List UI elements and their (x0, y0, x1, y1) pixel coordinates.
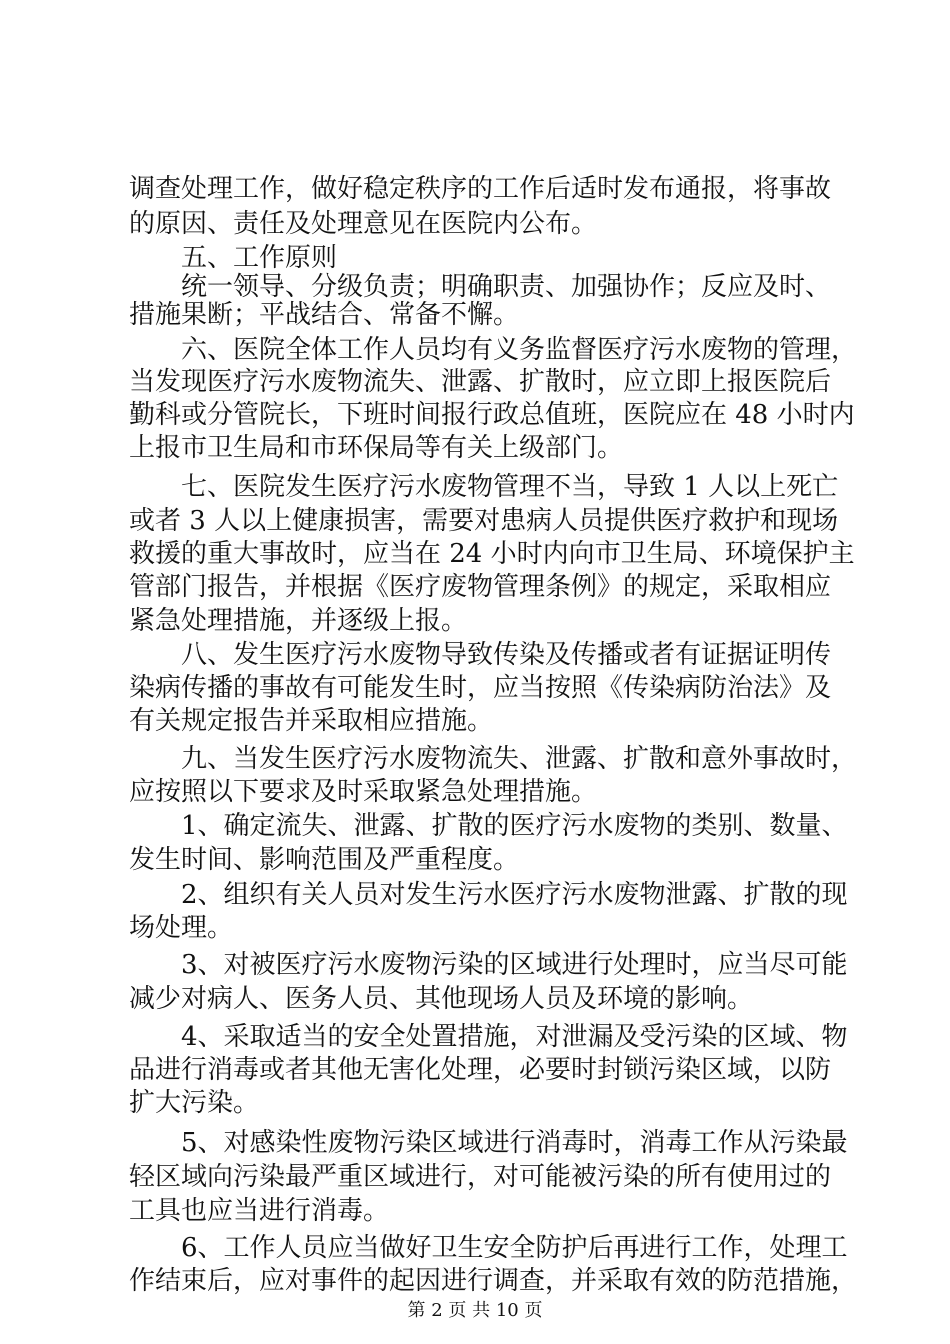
text-line: 1、确定流失、泄露、扩散的医疗污水废物的类别、数量、 (181, 811, 848, 841)
text-line: 八、发生医疗污水废物导致传染及传播或者有证据证明传 (181, 640, 832, 670)
text-line: 的原因、责任及处理意见在医院内公布。 (129, 209, 598, 239)
text-line: 上报市卫生局和市环保局等有关上级部门。 (129, 433, 624, 463)
text-line: 3、对被医疗污水废物污染的区域进行处理时，应当尽可能 (181, 950, 848, 980)
text-line: 有关规定报告并采取相应措施。 (129, 706, 494, 736)
text-line: 七、医院发生医疗污水废物管理不当，导致 1 人以上死亡 (181, 472, 839, 502)
page-footer: 第 2 页 共 10 页 (407, 1300, 543, 1321)
text-line: 紧急处理措施，并逐级上报。 (129, 606, 468, 636)
text-line: 调查处理工作，做好稳定秩序的工作后适时发布通报，将事故 (129, 174, 832, 204)
text-line: 统一领导、分级负责；明确职责、加强协作；反应及时、 (181, 272, 832, 302)
text-line: 应按照以下要求及时采取紧急处理措施。 (129, 777, 598, 807)
text-line: 发生时间、影响范围及严重程度。 (129, 845, 520, 875)
text-line: 救援的重大事故时，应当在 24 小时内向市卫生局、环境保护主 (129, 539, 855, 569)
text-line: 2、组织有关人员对发生污水医疗污水废物泄露、扩散的现 (181, 880, 848, 910)
text-line: 管部门报告，并根据《医疗废物管理条例》的规定，采取相应 (129, 572, 832, 602)
text-line: 减少对病人、医务人员、其他现场人员及环境的影响。 (129, 984, 754, 1014)
text-line: 当发现医疗污水废物流失、泄露、扩散时，应立即上报医院后 (129, 367, 832, 397)
text-line: 扩大污染。 (129, 1088, 260, 1118)
text-line: 或者 3 人以上健康损害，需要对患病人员提供医疗救护和现场 (129, 506, 839, 536)
text-line: 场处理。 (129, 913, 234, 943)
text-line: 勤科或分管院长，下班时间报行政总值班，医院应在 48 小时内 (129, 400, 855, 430)
text-line: 6、工作人员应当做好卫生安全防护后再进行工作，处理工 (181, 1233, 848, 1263)
text-line: 九、当发生医疗污水废物流失、泄露、扩散和意外事故时， (181, 744, 858, 774)
text-line: 5、对感染性废物污染区域进行消毒时，消毒工作从污染最 (181, 1128, 848, 1158)
text-line: 措施果断；平战结合、常备不懈。 (129, 300, 520, 330)
text-line: 六、医院全体工作人员均有义务监督医疗污水废物的管理， (181, 335, 858, 365)
text-line: 作结束后，应对事件的起因进行调查，并采取有效的防范措施， (129, 1266, 858, 1296)
text-line: 品进行消毒或者其他无害化处理，必要时封锁污染区域，以防 (129, 1055, 832, 1085)
text-line: 4、采取适当的安全处置措施，对泄漏及受污染的区域、物 (181, 1022, 848, 1052)
text-line: 工具也应当进行消毒。 (129, 1196, 390, 1226)
text-line: 染病传播的事故有可能发生时，应当按照《传染病防治法》及 (129, 673, 832, 703)
text-line: 轻区域向污染最严重区域进行，对可能被污染的所有使用过的 (129, 1162, 832, 1192)
section-heading: 五、工作原则 (181, 243, 338, 273)
